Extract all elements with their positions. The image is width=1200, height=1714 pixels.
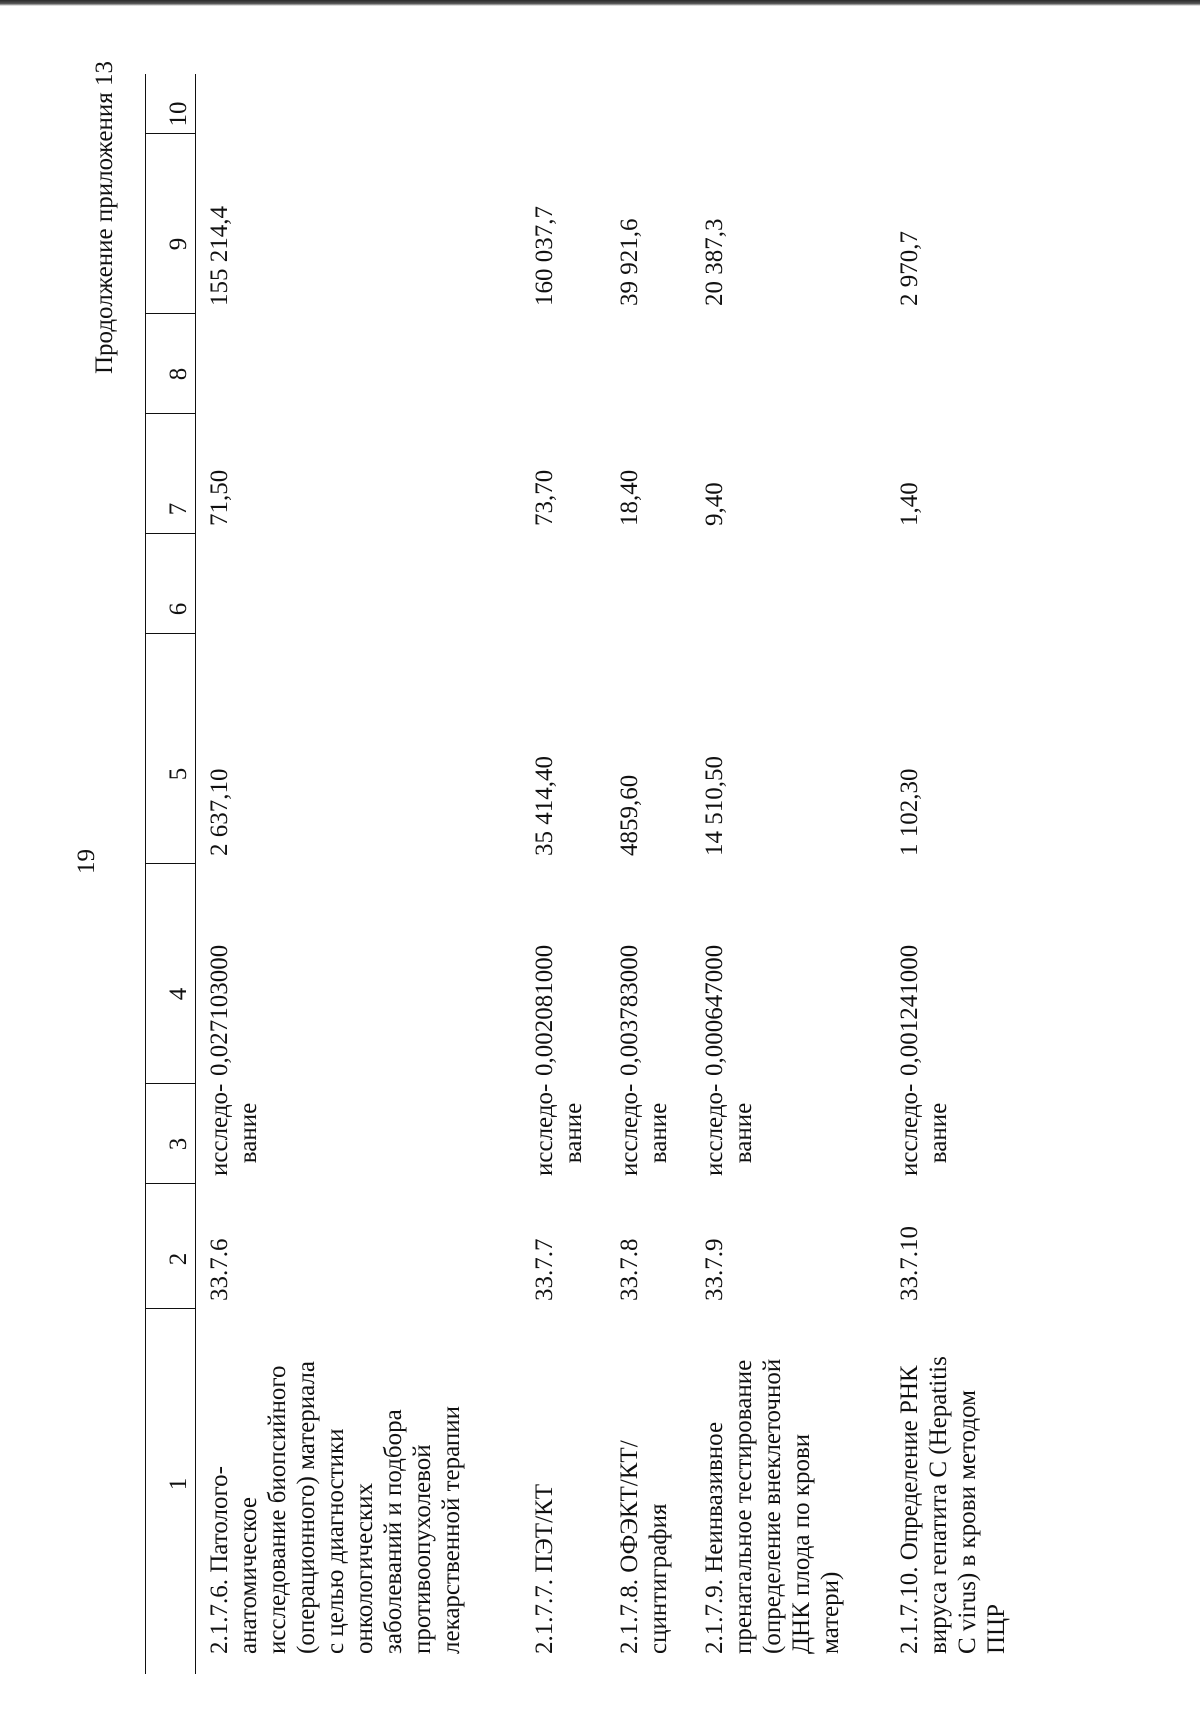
column-header: 5 bbox=[165, 767, 192, 781]
cell-unit: исследо-вание bbox=[206, 1083, 262, 1176]
cell-cost: 4859,60 bbox=[616, 774, 643, 856]
cell-name: 2.1.7.8. ОФЭКТ/КТ/ сцинтиграфия bbox=[616, 1440, 672, 1654]
column-divider bbox=[145, 413, 195, 414]
cell-code: 33.7.7 bbox=[531, 1238, 558, 1301]
cell-code: 33.7.6 bbox=[206, 1238, 233, 1301]
cell-unit: исследо-вание bbox=[531, 1083, 587, 1176]
cell-rate: 0,027103000 bbox=[206, 944, 233, 1076]
cell-name: 2.1.7.10. Определение РНК вируса гепатита С (Hepatitis C virus) в крови методом ПЦР bbox=[896, 1356, 1010, 1654]
cell-c7: 73,70 bbox=[531, 469, 558, 526]
cell-c7: 9,40 bbox=[701, 482, 728, 526]
column-header: 6 bbox=[165, 602, 192, 616]
column-divider bbox=[145, 1308, 195, 1309]
cell-name: 2.1.7.9. Неинвазивное пренатальное тестирование (определение внеклеточной ДНК плода по крови матери) bbox=[701, 1358, 844, 1654]
cell-c9: 39 921,6 bbox=[616, 218, 643, 306]
page-number: 19 bbox=[73, 849, 100, 874]
cell-rate: 0,001241000 bbox=[896, 944, 923, 1076]
cell-unit: исследо-вание bbox=[896, 1083, 952, 1176]
header-top-rule bbox=[145, 74, 146, 1674]
continuation-title: Продолжение приложения 13 bbox=[91, 60, 118, 374]
cell-c9: 160 037,7 bbox=[531, 206, 558, 306]
cell-unit: исследо-вание bbox=[701, 1083, 757, 1176]
column-divider bbox=[145, 1083, 195, 1084]
cell-rate: 0,002081000 bbox=[531, 944, 558, 1076]
cell-code: 33.7.9 bbox=[701, 1238, 728, 1301]
column-header: 9 bbox=[165, 237, 192, 251]
cell-cost: 35 414,40 bbox=[531, 756, 558, 856]
cell-code: 33.7.10 bbox=[896, 1226, 923, 1301]
cell-c9: 20 387,3 bbox=[701, 218, 728, 306]
cell-name: 2.1.7.7. ПЭТ/КТ bbox=[531, 1484, 558, 1654]
cell-rate: 0,003783000 bbox=[616, 944, 643, 1076]
column-header: 1 bbox=[165, 1477, 192, 1491]
cell-c7: 1,40 bbox=[896, 482, 923, 526]
cell-rate: 0,000647000 bbox=[701, 944, 728, 1076]
cell-unit: исследо-вание bbox=[616, 1083, 672, 1176]
cell-c7: 71,50 bbox=[206, 469, 233, 526]
cell-c9: 155 214,4 bbox=[206, 206, 233, 306]
column-header: 4 bbox=[165, 987, 192, 1001]
column-divider bbox=[145, 1183, 195, 1184]
column-divider bbox=[145, 313, 195, 314]
column-header: 7 bbox=[165, 502, 192, 516]
column-header: 2 bbox=[165, 1252, 192, 1266]
column-header: 10 bbox=[165, 101, 192, 127]
column-header: 8 bbox=[165, 367, 192, 381]
cell-c9: 2 970,7 bbox=[896, 231, 923, 306]
cell-code: 33.7.8 bbox=[616, 1238, 643, 1301]
cell-cost: 2 637,10 bbox=[206, 768, 233, 856]
cell-c7: 18,40 bbox=[616, 469, 643, 526]
cell-name: 2.1.7.6. Патолого-анатомическое исследование биопсийного (операционного) материала с целью диагностики онкологических заболеваний и подбора противоопухолевой лекарственной терапии bbox=[206, 1360, 465, 1654]
column-header: 3 bbox=[165, 1137, 192, 1151]
cell-cost: 14 510,50 bbox=[701, 756, 728, 856]
header-bottom-rule bbox=[195, 74, 196, 1674]
column-divider bbox=[145, 863, 195, 864]
cell-cost: 1 102,30 bbox=[896, 768, 923, 856]
